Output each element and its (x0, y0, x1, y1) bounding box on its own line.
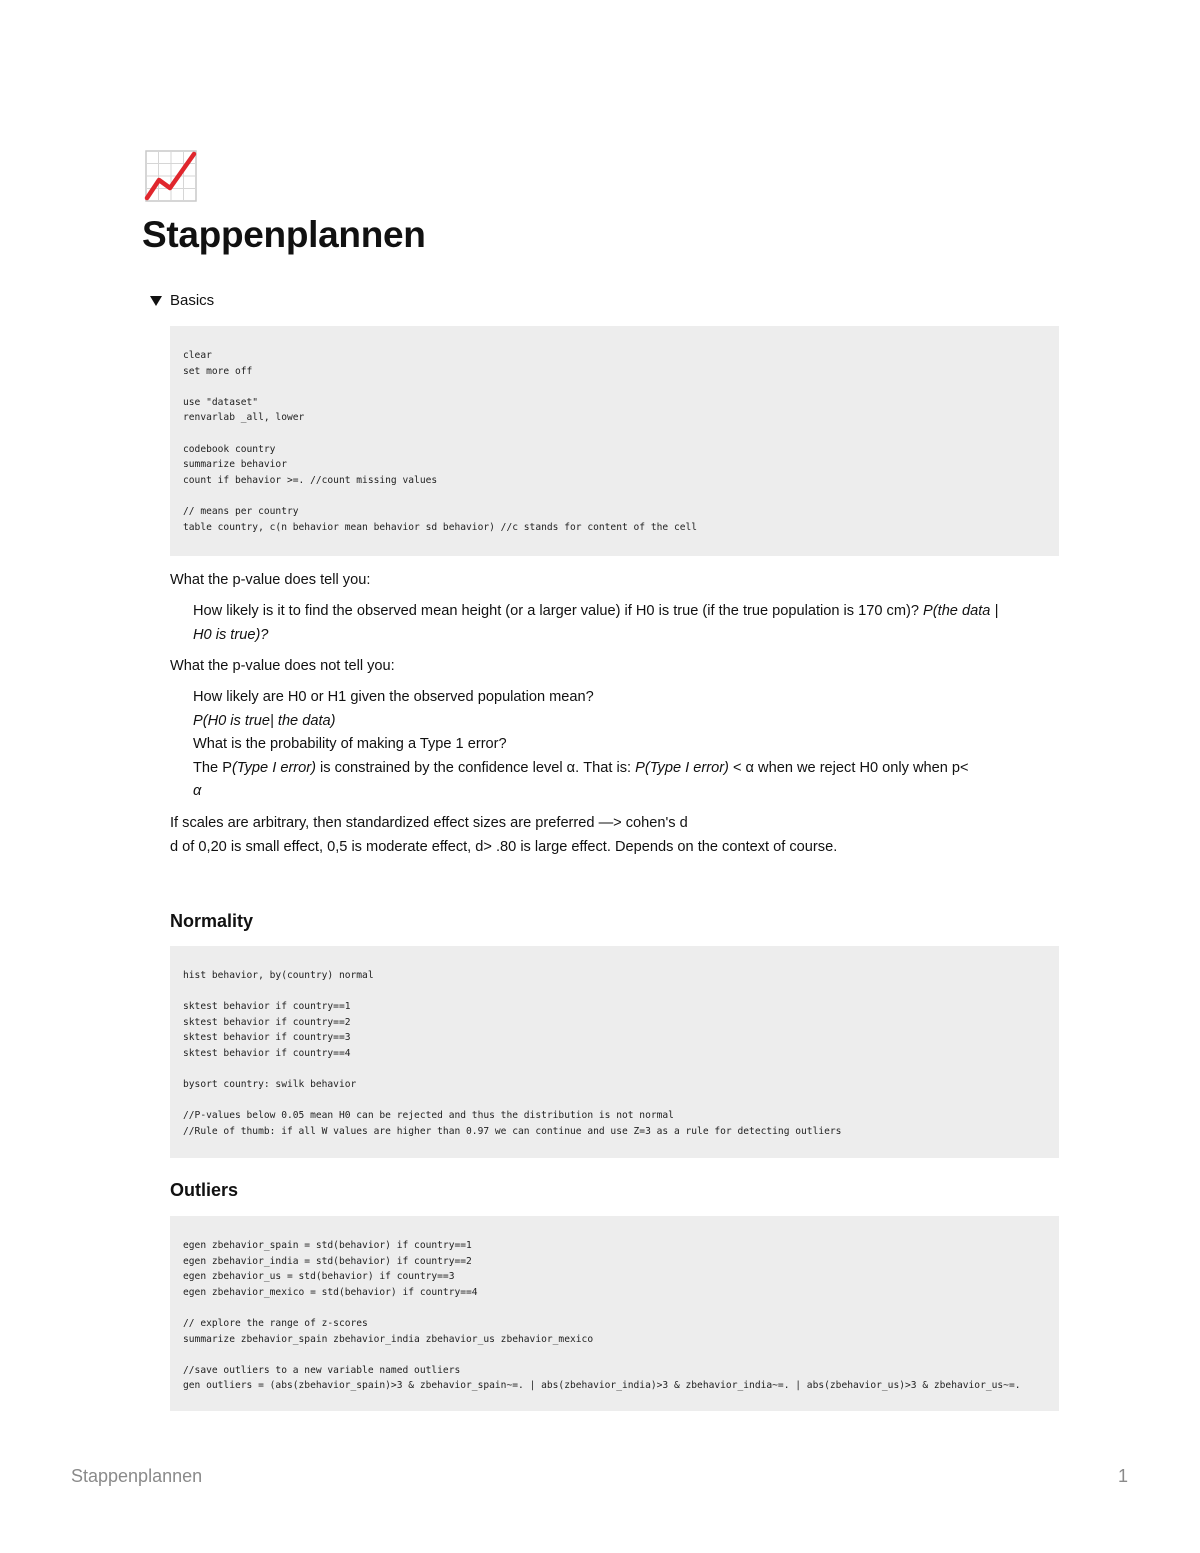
toggle-basics[interactable] (150, 292, 214, 309)
code-text: egen zbehavior_spain = std(behavior) if country==1 egen zbehavior_india = std(behavior) if country==2 egen zbehavior_us = std(behavior) if country==3 egen zbehavior_mexico = std(behavior) if country==4 // explore the range of z-scores summarize zbehavior_spain zbehavior_india zbehavior_us zbehavior_mexico //save outliers to a new variable named outliers gen outliers = (abs(zbehavior_spain)>3 & zbehavior_spain~=. | abs(zbehavior_india)>3 & zbehavior_india~=. | abs(zbehavior_us)>3 & zbehavior_us~=. (183, 1240, 1021, 1392)
page-title: Stappenplannen (142, 214, 426, 255)
pvalue-line-4-a: The P (193, 759, 232, 776)
pvalue-does-tell-sentence: How likely is it to find the observed mean height (or a larger value) if H0 is true (if the true population is 170 cm)? (193, 603, 919, 619)
pvalue-line-1: How likely are H0 or H1 given the observed population mean? (193, 689, 594, 705)
pvalue-line-4-e: < α when we reject H0 only when p< (728, 759, 969, 776)
footer-title: Stappenplannen (71, 1466, 203, 1486)
chart-increasing-icon (143, 148, 199, 204)
toggle-triangle-icon[interactable] (150, 296, 162, 306)
effect-size-line-1: If scales are arbitrary, then standardized effect sizes are preferred —> cohen's d (170, 815, 688, 831)
pvalue-formula-b: H0 is true)? (193, 626, 269, 643)
pvalue-formula-a: P(the data | (923, 603, 999, 619)
code-text: hist behavior, by(country) normal sktest behavior if country==1 sktest behavior if country==2 sktest behavior if country==3 sktest behavior if country==4 bysort country: swilk behavior //P-values below 0.05 mean H0 can be rejected and thus the distribution is not normal //Rule of thumb: if all W values are higher than 0.97 we can continue and use Z=3 as a rule for detecting outliers (183, 970, 842, 1137)
effect-size-line-2: d of 0,20 is small effect, 0,5 is moderate effect, d> .80 is large effect. Depends on the context of course. (170, 838, 838, 855)
heading-normality: Normality (170, 911, 254, 931)
pvalue-does-not-tell-heading: What the p-value does not tell you: (170, 658, 395, 674)
pvalue-line-3: What is the probability of making a Type 1 error? (193, 736, 507, 752)
toggle-label: Basics (170, 292, 215, 309)
pvalue-does-not-tell-text (193, 686, 1059, 804)
pvalue-line-2-text: P(H0 is true| the data) (193, 712, 336, 729)
code-block-normality (170, 946, 1059, 1158)
pvalue-line-4-b: (Type I error) (231, 759, 316, 776)
pvalue-line-4-d: P(Type I error) (635, 759, 729, 776)
footer-page-number: 1 (1117, 1466, 1128, 1486)
pvalue-does-tell-heading: What the p-value does tell you: (170, 572, 371, 588)
heading-outliers: Outliers (170, 1180, 239, 1200)
pvalue-does-tell-text (193, 600, 1059, 647)
code-block-outliers (170, 1216, 1059, 1411)
pvalue-line-4 (193, 757, 1059, 804)
pvalue-line-2 (193, 710, 1059, 734)
code-block-basics (170, 326, 1059, 556)
effect-size-text (170, 812, 1059, 859)
pvalue-line-4-f: α (193, 783, 202, 799)
pvalue-line-4-c: is constrained by the confidence level α. That is: (316, 759, 636, 776)
code-text: clear set more off use "dataset" renvarlab _all, lower codebook country summarize behavior count if behavior >=. //count missing values // means per country table country, c(n behavior mean behavior sd behavior) //c stands for content of the cell (183, 350, 698, 533)
